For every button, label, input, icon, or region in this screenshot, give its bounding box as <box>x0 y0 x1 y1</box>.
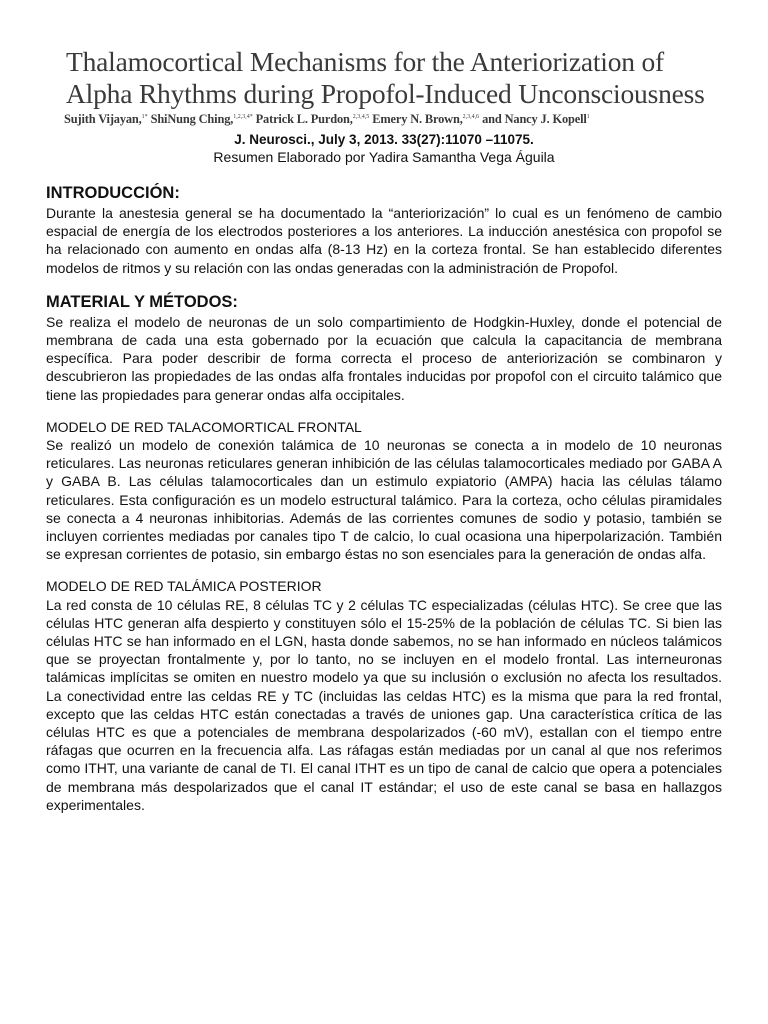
author-list <box>64 112 724 127</box>
author-affiliation: 2,3,4,6 <box>462 114 480 120</box>
author-name: Emery N. Brown, <box>369 112 463 126</box>
intro-paragraph: Durante la anestesia general se ha documentado la “anteriorización” lo cual es un fenómeno de cambio espacial de energía de los electrodos posteriores a los anteriores. La inducción anestésica con propofol se ha relacionado con aumento en ondas alfa (8-13 Hz) en la corteza frontal. Se han establecido diferentes modelos de ritmos y su relación con las ondas generadas con la administración de Propofol. <box>46 205 722 276</box>
title-line-2: Alpha Rhythms during Propofol-Induced Unconsciousness <box>66 78 705 109</box>
author-affiliation: 1 <box>586 114 590 120</box>
frontal-model-heading: MODELO DE RED TALACOMORTICAL FRONTAL <box>46 418 362 435</box>
posterior-model-heading: MODELO DE RED TALÁMICA POSTERIOR <box>46 578 322 595</box>
section-spacer <box>46 404 722 418</box>
summary-author: Resumen Elaborado por Yadira Samantha Vega Águila <box>213 149 555 165</box>
paper-title <box>66 46 716 110</box>
author-name: Sujith Vijayan, <box>64 112 142 126</box>
author-name: ShiNung Ching, <box>147 112 234 126</box>
author-name: and Nancy J. Kopell <box>479 112 587 126</box>
methods-heading: MATERIAL Y MÉTODOS: <box>46 292 238 311</box>
section-spacer <box>46 277 722 291</box>
author-affiliation: 1* <box>141 114 148 120</box>
document-body <box>46 182 722 814</box>
author-affiliation: 1,2,3,4* <box>233 114 253 120</box>
title-line-1: Thalamocortical Mechanisms for the Anteriorization of <box>66 46 665 77</box>
intro-heading: INTRODUCCIÓN: <box>46 184 180 202</box>
author-name: Patrick L. Purdon, <box>252 112 353 126</box>
methods-paragraph: Se realiza el modelo de neuronas de un solo compartimiento de Hodgkin-Huxley, donde el potencial de membrana de cada una esta gobernado por la ecuación que calcula la capacitancia de membrana específica. Para poder describir de forma correcta el proceso de anteriorización se combinaron y descubrieron las propiedades de las ondas alfa frontales inducidas por propofol con el circuito talámico que tiene las propiedades para generar ondas alfa occipitales. <box>46 313 722 403</box>
journal-citation: J. Neurosci., July 3, 2013. 33(27):11070 –11075. <box>234 132 534 147</box>
section-spacer <box>46 563 722 577</box>
posterior-model-paragraph: La red consta de 10 células RE, 8 células TC y 2 células TC especializadas (células HTC). Se cree que las células HTC generan alfa despierto y constituyen sólo el 15-25% de la población de células TC. Si bien las células HTC se han informado en el LGN, hasta donde sabemos, no se han informado en núcleos talámicos que se proyectan frontalmente y, por lo tanto, no se incluyen en el modelo frontal. Las interneuronas talámicas implícitas se omiten en nuestro modelo ya que su inclusión o exclusión no afecta los resultados. La conectividad entre las celdas RE y TC (incluidas las celdas HTC) es la misma que para la red frontal, excepto que las celdas HTC están conectadas a través de uniones gap. Una característica crítica de las células HTC es que a potenciales de membrana despolarizados (-60 mV), estallan con el tiempo entre ráfagas que ocurren en la frecuencia alfa. Las ráfagas están mediadas por un canal al que nos referimos como ITHT, una variante de canal de TI. El canal ITHT es un tipo de canal de calcio que opera a potenciales de membrana más despolarizados que el canal IT estándar; el uso de este canal se basa en hallazgos experimentales. <box>46 596 722 813</box>
author-affiliation: 2,3,4,5 <box>352 114 370 120</box>
frontal-model-paragraph: Se realizó un modelo de conexión talámica de 10 neuronas se conecta a in modelo de 10 neuronas reticulares. Las neuronas reticulares generan inhibición de las células talamocorticales mediado por GABA A y GABA B. Las células talamocorticales dan un estimulo expiatorio (AMPA) hacia las células tálamo reticulares. Esta configuración es un modelo estructural talámico. Para la corteza, ocho células piramidales se conecta a 4 neuronas inhibitorias. Además de las corrientes comunes de sodio y potasio, también se incluyen corrientes mediadas por canales tipo T de calcio, lo cual ocasiona una hiperpolarización. También se expresan corrientes de potasio, sin embargo éstas no son esenciales para la generación de ondas alfa. <box>46 437 722 563</box>
